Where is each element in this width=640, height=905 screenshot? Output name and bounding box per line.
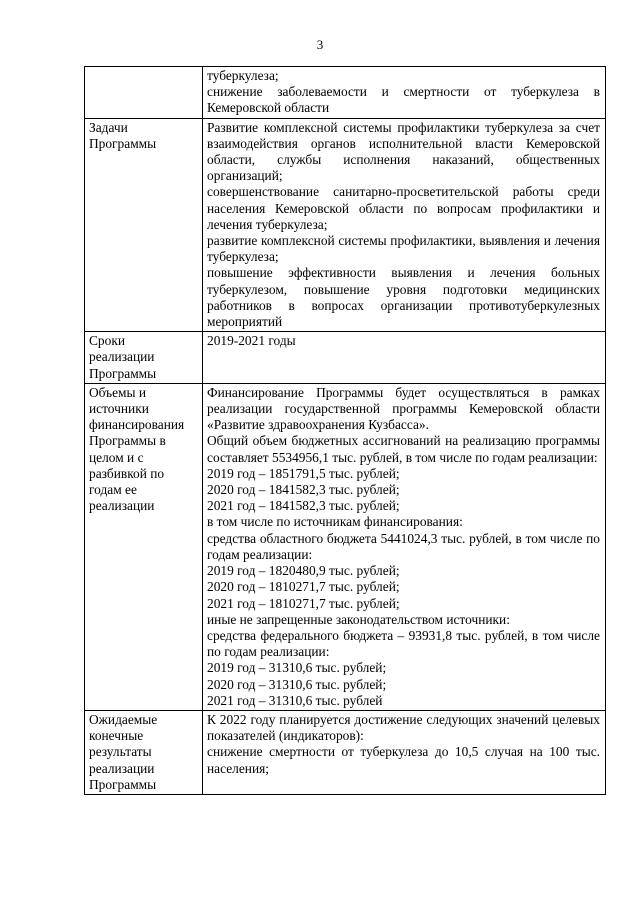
label-cell-expected-results [85, 710, 203, 794]
label-cell-empty [85, 67, 203, 119]
label-cell-tasks [85, 118, 203, 332]
content-paragraph: Развитие комплексной системы профилактики туберкулеза за счет взаимодействия органов исполнительной власти Кемеровской области, службы исполнения наказаний, общественных организаций; [207, 119, 600, 184]
label-line: реализации [89, 498, 155, 514]
content-paragraph: развитие комплексной системы профилактики, выявления и лечения туберкулеза; [207, 233, 600, 265]
content-paragraph: средства федерального бюджета – 93931,8 тыс. рублей, в том числе по годам реализации: [207, 627, 600, 660]
content-cell-goals [203, 67, 606, 119]
content-cell-tasks [203, 118, 606, 332]
table-row-goals-continuation [85, 67, 606, 119]
label-line: Объемы и [89, 384, 147, 400]
label-line: реализации [89, 760, 155, 776]
label-line: Задачи [89, 119, 128, 135]
content-paragraph: 2019-2021 годы [207, 333, 296, 349]
page-number: 3 [316, 37, 324, 52]
label-line: Программы [89, 135, 157, 151]
content-paragraph: Общий объем бюджетных ассигнований на реализацию программы составляет 5534956,1 тыс. рублей, в том числе по годам реализации: [207, 433, 600, 465]
program-passport-table [84, 66, 606, 795]
label-line: Сроки [89, 333, 125, 349]
funding-year-line: 2020 год – 31310,6 тыс. рублей; [207, 676, 387, 692]
label-line: Программы [89, 365, 157, 381]
label-line: годам ее [89, 482, 137, 498]
label-cell-funding [85, 383, 203, 710]
label-line: Ожидаемые [89, 711, 158, 727]
table-row-expected-results [85, 710, 606, 794]
label-line: разбивкой по [89, 465, 165, 481]
content-paragraph: средства областного бюджета 5441024,3 тыс. рублей, в том числе по годам реализации: [207, 530, 600, 562]
content-cell-expected-results [203, 710, 606, 794]
table-row-terms [85, 332, 606, 384]
content-paragraph: снижение заболеваемости и смертности от туберкулеза в Кемеровской области [207, 84, 600, 116]
content-cell-funding [203, 383, 606, 710]
content-paragraph: Финансирование Программы будет осуществляться в рамках реализации государственной программы Кемеровской области «Развитие здравоохранения Кузбасса». [207, 384, 600, 433]
funding-year-line: 2020 год – 1810271,7 тыс. рублей; [207, 579, 400, 595]
content-paragraph: совершенствование санитарно-просветительской работы среди населения Кемеровской области по вопросам профилактики и лечения туберкулеза; [207, 184, 600, 232]
content-paragraph: К 2022 году планируется достижение следующих значений целевых показателей (индикаторов): [207, 711, 600, 744]
content-cell-terms [203, 332, 606, 384]
label-line: источники [89, 401, 149, 417]
content-paragraph: повышение эффективности выявления и лечения больных туберкулезом, повышение уровня подготовки медицинских работников в вопросах организации противотуберкулезных мероприятий [207, 265, 600, 330]
table-row-funding [85, 383, 606, 710]
table-row-tasks [85, 118, 606, 332]
content-paragraph: в том числе по источникам финансирования: [207, 514, 463, 530]
funding-year-line: 2019 год – 1851791,5 тыс. рублей; [207, 465, 400, 481]
label-line: реализации [89, 349, 155, 365]
content-paragraph: иные не запрещенные законодательством источники: [207, 611, 510, 627]
label-line: результаты [89, 744, 152, 760]
label-line: Программы [89, 776, 157, 792]
content-paragraph: туберкулеза; [207, 68, 279, 83]
funding-year-line: 2019 год – 31310,6 тыс. рублей; [207, 660, 387, 676]
funding-year-line: 2021 год – 1810271,7 тыс. рублей; [207, 595, 400, 611]
funding-year-line: 2021 год – 31310,6 тыс. рублей [207, 692, 383, 708]
content-paragraph: снижение смертности от туберкулеза до 10,5 случая на 100 тыс. населения; [207, 744, 600, 776]
funding-year-line: 2021 год – 1841582,3 тыс. рублей; [207, 498, 400, 514]
label-line: конечные [89, 728, 144, 744]
label-line: целом и с [89, 449, 144, 465]
funding-year-line: 2019 год – 1820480,9 тыс. рублей; [207, 563, 400, 579]
funding-year-line: 2020 год – 1841582,3 тыс. рублей; [207, 482, 400, 498]
label-line: Программы в [89, 433, 166, 449]
label-line: финансирования [89, 417, 185, 433]
label-cell-terms [85, 332, 203, 384]
